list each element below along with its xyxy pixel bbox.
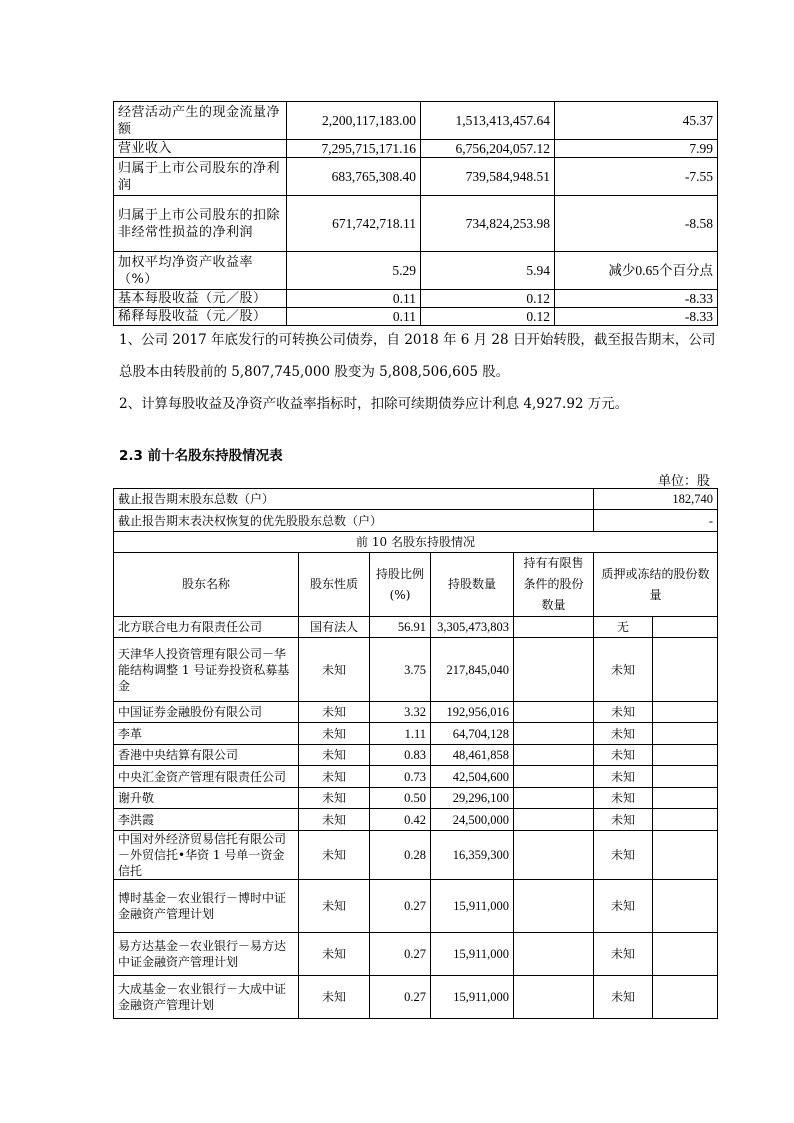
holding-ratio: 0.73 bbox=[370, 766, 431, 788]
restricted-shares bbox=[514, 809, 594, 831]
indicator-label: 经营活动产生的现金流量净额 bbox=[114, 102, 287, 140]
previous-period-value: 0.12 bbox=[421, 308, 555, 326]
section-title: 2.3 前十名股东持股情况表 bbox=[119, 448, 283, 464]
pledge-status: 未知 bbox=[594, 766, 653, 788]
table-row bbox=[114, 252, 718, 290]
pledge-status: 无 bbox=[594, 617, 653, 638]
restricted-shares bbox=[514, 880, 594, 933]
shareholder-nature: 未知 bbox=[299, 638, 370, 702]
indicator-label: 稀释每股收益（元／股） bbox=[114, 308, 287, 326]
holding-ratio: 3.75 bbox=[370, 638, 431, 702]
pledge-quantity bbox=[653, 723, 718, 745]
shareholder-name: 香港中央结算有限公司 bbox=[114, 745, 299, 766]
shares-held: 29,296,100 bbox=[431, 788, 514, 809]
indicator-label: 基本每股收益（元／股） bbox=[114, 290, 287, 308]
restricted-shares bbox=[514, 638, 594, 702]
restricted-shares bbox=[514, 831, 594, 880]
previous-period-value: 739,584,948.51 bbox=[421, 158, 555, 196]
holding-ratio: 0.27 bbox=[370, 933, 431, 976]
shares-held: 192,956,016 bbox=[431, 702, 514, 723]
holding-ratio: 0.27 bbox=[370, 880, 431, 933]
shareholder-name: 中国证券金融股份有限公司 bbox=[114, 702, 299, 723]
table-row bbox=[114, 933, 718, 976]
table-row bbox=[114, 308, 718, 326]
previous-period-value: 1,513,413,457.64 bbox=[421, 102, 555, 140]
change-value: 45.37 bbox=[555, 102, 718, 140]
shares-held: 15,911,000 bbox=[431, 933, 514, 976]
restricted-shares bbox=[514, 976, 594, 1019]
shares-held: 15,911,000 bbox=[431, 880, 514, 933]
restricted-shares bbox=[514, 745, 594, 766]
pledge-status: 未知 bbox=[594, 723, 653, 745]
shares-held: 42,504,600 bbox=[431, 766, 514, 788]
indicator-label: 加权平均净资产收益率（%） bbox=[114, 252, 287, 290]
table-row bbox=[114, 290, 718, 308]
shares-held: 64,704,128 bbox=[431, 723, 514, 745]
pledge-quantity bbox=[653, 788, 718, 809]
top10-subheader-row bbox=[114, 532, 718, 553]
shareholder-nature: 未知 bbox=[299, 831, 370, 880]
note-1-line-2: 总股本由转股前的 5,807,745,000 股变为 5,808,506,605 股。 bbox=[119, 364, 510, 380]
top10-subheader: 前 10 名股东持股情况 bbox=[114, 532, 718, 553]
pledge-status: 未知 bbox=[594, 809, 653, 831]
table-row bbox=[114, 809, 718, 831]
header-restricted: 持有有限售条件的股份数量 bbox=[514, 553, 594, 617]
shares-held: 16,359,300 bbox=[431, 831, 514, 880]
preferred-shareholders-value: - bbox=[594, 510, 718, 532]
shareholder-name: 易方达基金－农业银行－易方达中证金融资产管理计划 bbox=[114, 933, 299, 976]
shareholder-name: 北方联合电力有限责任公司 bbox=[114, 617, 299, 638]
pledge-status: 未知 bbox=[594, 745, 653, 766]
pledge-status: 未知 bbox=[594, 976, 653, 1019]
restricted-shares bbox=[514, 617, 594, 638]
shareholder-name: 李革 bbox=[114, 723, 299, 745]
table-row bbox=[114, 140, 718, 158]
pledge-status: 未知 bbox=[594, 638, 653, 702]
shareholder-name: 李洪霞 bbox=[114, 809, 299, 831]
pledge-quantity bbox=[653, 831, 718, 880]
change-value: 减少0.65个百分点 bbox=[555, 252, 718, 290]
restricted-shares bbox=[514, 766, 594, 788]
pledge-quantity bbox=[653, 880, 718, 933]
holding-ratio: 1.11 bbox=[370, 723, 431, 745]
restricted-shares bbox=[514, 702, 594, 723]
table-row bbox=[114, 617, 718, 638]
change-value: -8.33 bbox=[555, 308, 718, 326]
table-row bbox=[114, 638, 718, 702]
pledge-status: 未知 bbox=[594, 702, 653, 723]
current-period-value: 0.11 bbox=[287, 308, 421, 326]
pledge-quantity bbox=[653, 702, 718, 723]
pledge-quantity bbox=[653, 976, 718, 1019]
change-value: -8.58 bbox=[555, 196, 718, 252]
current-period-value: 7,295,715,171.16 bbox=[287, 140, 421, 158]
holding-ratio: 0.42 bbox=[370, 809, 431, 831]
holding-ratio: 0.28 bbox=[370, 831, 431, 880]
shareholder-nature: 未知 bbox=[299, 766, 370, 788]
table-row bbox=[114, 788, 718, 809]
shareholder-nature: 未知 bbox=[299, 809, 370, 831]
holding-ratio: 56.91 bbox=[370, 617, 431, 638]
current-period-value: 2,200,117,183.00 bbox=[287, 102, 421, 140]
shareholder-nature: 未知 bbox=[299, 745, 370, 766]
holding-ratio: 0.50 bbox=[370, 788, 431, 809]
current-period-value: 5.29 bbox=[287, 252, 421, 290]
shareholder-name: 中国对外经济贸易信托有限公司－外贸信托•华资 1 号单一资金信托 bbox=[114, 831, 299, 880]
pledge-quantity bbox=[653, 617, 718, 638]
table-row bbox=[114, 196, 718, 252]
header-ratio: 持股比例(%) bbox=[370, 553, 431, 617]
total-shareholders-value: 182,740 bbox=[594, 489, 718, 510]
table-row bbox=[114, 102, 718, 140]
pledge-status: 未知 bbox=[594, 788, 653, 809]
table-row bbox=[114, 831, 718, 880]
current-period-value: 683,765,308.40 bbox=[287, 158, 421, 196]
shareholder-name: 博时基金－农业银行－博时中证金融资产管理计划 bbox=[114, 880, 299, 933]
shares-held: 15,911,000 bbox=[431, 976, 514, 1019]
preferred-shareholders-label: 截止报告期末表决权恢复的优先股股东总数（户） bbox=[114, 510, 594, 532]
table-row bbox=[114, 976, 718, 1019]
indicator-label: 营业收入 bbox=[114, 140, 287, 158]
change-value: 7.99 bbox=[555, 140, 718, 158]
total-shareholders-row bbox=[114, 489, 718, 510]
shareholder-nature: 未知 bbox=[299, 702, 370, 723]
shareholder-name: 天津华人投资管理有限公司－华能结构调整 1 号证券投资私募基金 bbox=[114, 638, 299, 702]
shares-held: 3,305,473,803 bbox=[431, 617, 514, 638]
previous-period-value: 5.94 bbox=[421, 252, 555, 290]
pledge-status: 未知 bbox=[594, 831, 653, 880]
shareholder-name: 大成基金－农业银行－大成中证金融资产管理计划 bbox=[114, 976, 299, 1019]
holding-ratio: 0.83 bbox=[370, 745, 431, 766]
shares-held: 217,845,040 bbox=[431, 638, 514, 702]
pledge-quantity bbox=[653, 933, 718, 976]
table-row bbox=[114, 880, 718, 933]
holding-ratio: 0.27 bbox=[370, 976, 431, 1019]
table-row bbox=[114, 158, 718, 196]
restricted-shares bbox=[514, 723, 594, 745]
note-2: 2、计算每股收益及净资产收益率指标时，扣除可续期债券应计利息 4,927.92 万元。 bbox=[119, 396, 629, 412]
pledge-quantity bbox=[653, 766, 718, 788]
shareholder-nature: 未知 bbox=[299, 976, 370, 1019]
previous-period-value: 6,756,204,057.12 bbox=[421, 140, 555, 158]
current-period-value: 0.11 bbox=[287, 290, 421, 308]
restricted-shares bbox=[514, 788, 594, 809]
column-header-row bbox=[114, 553, 718, 617]
pledge-quantity bbox=[653, 809, 718, 831]
top-shareholders-table bbox=[113, 488, 718, 1019]
previous-period-value: 0.12 bbox=[421, 290, 555, 308]
table-row bbox=[114, 702, 718, 723]
header-pledged: 质押或冻结的股份数量 bbox=[594, 553, 718, 617]
previous-period-value: 734,824,253.98 bbox=[421, 196, 555, 252]
restricted-shares bbox=[514, 933, 594, 976]
total-shareholders-label: 截止报告期末股东总数（户） bbox=[114, 489, 594, 510]
shareholder-nature: 国有法人 bbox=[299, 617, 370, 638]
pledge-status: 未知 bbox=[594, 880, 653, 933]
table-row bbox=[114, 745, 718, 766]
shareholder-name: 中央汇金资产管理有限责任公司 bbox=[114, 766, 299, 788]
header-name: 股东名称 bbox=[114, 553, 299, 617]
shares-held: 24,500,000 bbox=[431, 809, 514, 831]
preferred-shareholders-row bbox=[114, 510, 718, 532]
table-row bbox=[114, 723, 718, 745]
pledge-quantity bbox=[653, 745, 718, 766]
financial-indicators-table bbox=[113, 101, 718, 326]
change-value: -7.55 bbox=[555, 158, 718, 196]
shareholder-nature: 未知 bbox=[299, 723, 370, 745]
note-1-line-1: 1、公司 2017 年底发行的可转换公司债券，自 2018 年 6 月 28 日开始转股，截至报告期末，公司 bbox=[119, 332, 716, 348]
shareholder-nature: 未知 bbox=[299, 880, 370, 933]
shareholder-name: 谢升敬 bbox=[114, 788, 299, 809]
pledge-quantity bbox=[653, 638, 718, 702]
unit-label: 单位：股 bbox=[657, 474, 710, 489]
header-nature: 股东性质 bbox=[299, 553, 370, 617]
shareholder-nature: 未知 bbox=[299, 933, 370, 976]
pledge-status: 未知 bbox=[594, 933, 653, 976]
header-shares: 持股数量 bbox=[431, 553, 514, 617]
change-value: -8.33 bbox=[555, 290, 718, 308]
indicator-label: 归属于上市公司股东的净利润 bbox=[114, 158, 287, 196]
holding-ratio: 3.32 bbox=[370, 702, 431, 723]
indicator-label: 归属于上市公司股东的扣除非经常性损益的净利润 bbox=[114, 196, 287, 252]
shareholder-nature: 未知 bbox=[299, 788, 370, 809]
current-period-value: 671,742,718.11 bbox=[287, 196, 421, 252]
shares-held: 48,461,858 bbox=[431, 745, 514, 766]
table-row bbox=[114, 766, 718, 788]
